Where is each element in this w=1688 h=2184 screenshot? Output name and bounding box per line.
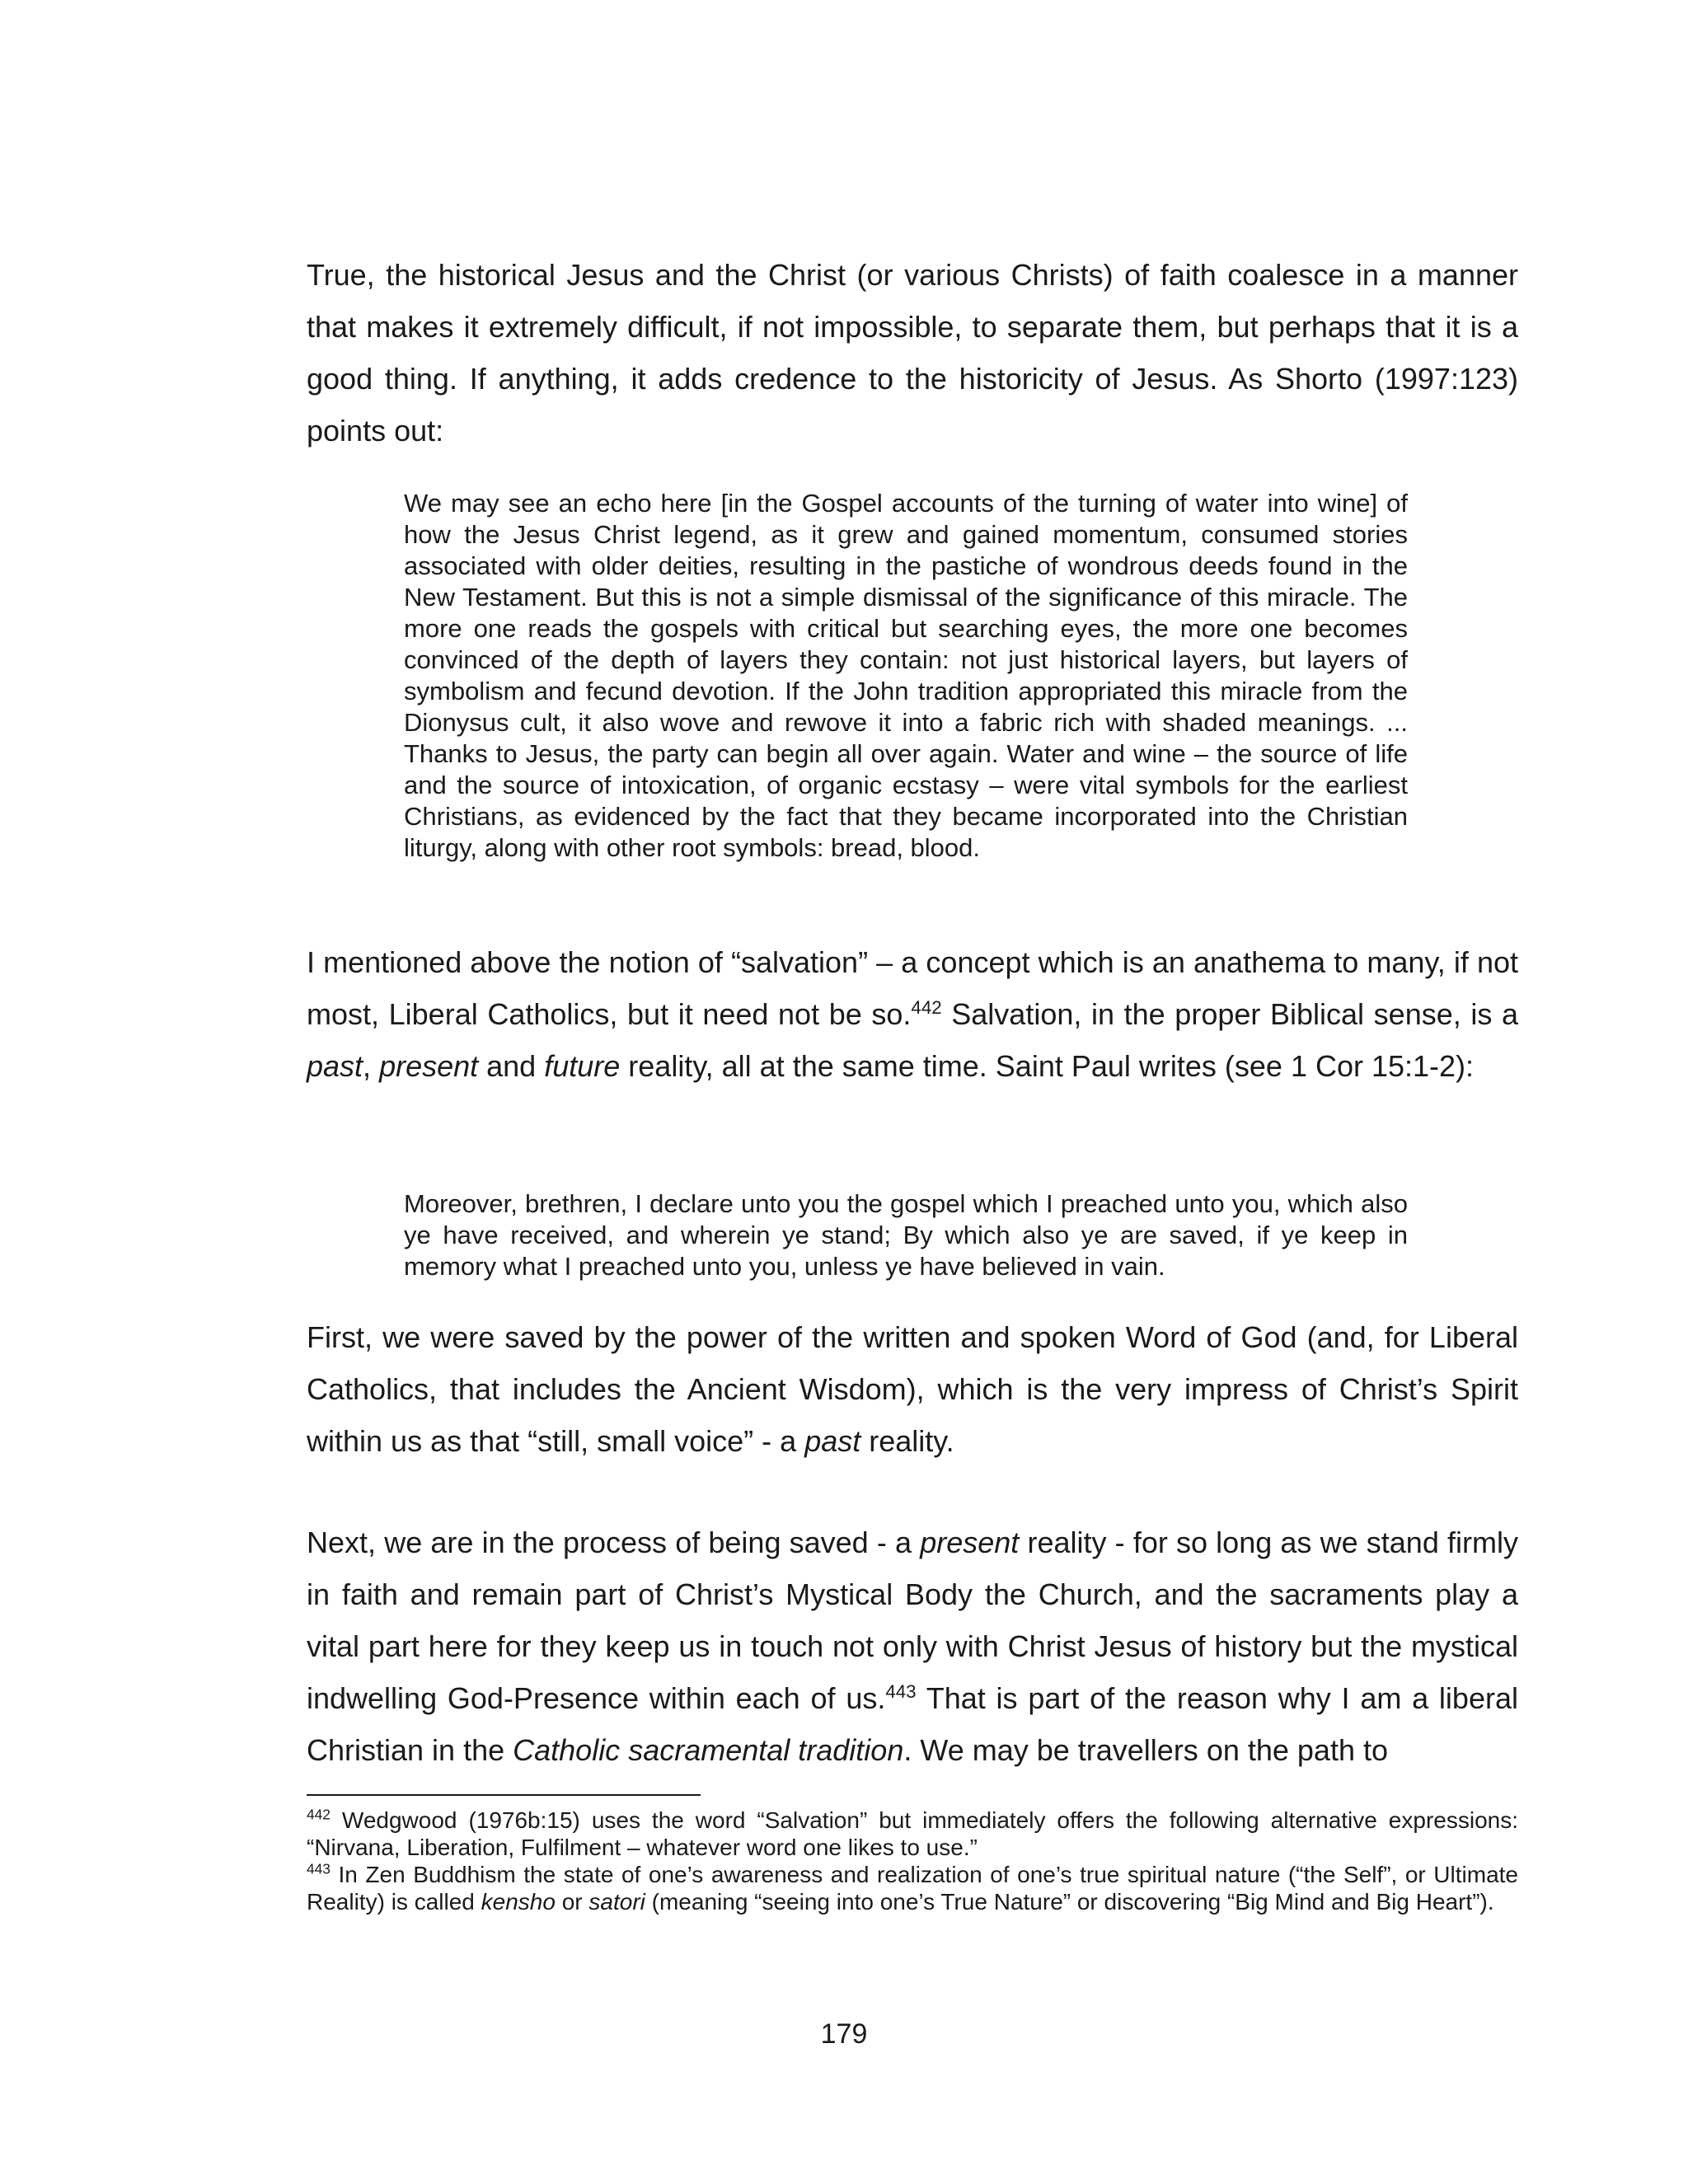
text-span: First, we were saved by the power of the written and spoken Word of God (and, for Liberal Catholics, that includes the Ancient Wisdom), which is the very impress of Christ’s Spirit within us as that “still, small voice” - a: [307, 1320, 1518, 1458]
block-quote-shorto: We may see an echo here [in the Gospel accounts of the turning of water into wine] of how the Jesus Christ legend, as it grew and gained momentum, consumed stories associated with older deities, resulting in the pastiche of wondrous deeds found in the New Testament. But this is not a simple dismissal of the significance of this miracle. The more one reads the gospels with critical but searching eyes, the more one becomes convinced of the depth of layers they contain: not just historical layers, but layers of symbolism and fecund devotion. If the John tradition appropriated this miracle from the Dionysus cult, it also wove and rewove it into a fabric rich with shaded meanings. ... Thanks to Jesus, the party can begin all over again. Water and wine – the source of life and the source of intoxication, of organic ecstasy – were vital symbols for the earliest Christians, as evidenced by the fact that they became incorporated into the Christian liturgy, along with other root symbols: bread, blood.: [404, 489, 1408, 862]
footnotes: [307, 1807, 1518, 1915]
text-span: . We may be travellers on the path to: [903, 1733, 1388, 1767]
text-span: Next, we are in the process of being saved - a: [307, 1526, 921, 1559]
text-span: reality, all at the same time. Saint Paul writes (see 1 Cor 15:1-2):: [620, 1049, 1475, 1083]
page-number: 179: [820, 2018, 868, 2050]
paragraph-historical-jesus: True, the historical Jesus and the Christ (or various Christs) of faith coalesce in a manner that makes it extremely difficult, if not impossible, to separate them, but perhaps that it is a good thing. If anything, it adds credence to the historicity of Jesus. As Shorto (1997:123) points out:: [307, 258, 1518, 448]
block-quote-corinthians: Moreover, brethren, I declare unto you the gospel which I preached unto you, which also ye have received, and wherein ye stand; By which also ye are saved, if ye keep in memory what I preached unto you, unless ye have believed in vain.: [404, 1189, 1408, 1281]
footnote-443: [307, 1861, 1518, 1915]
emphasis-kensho: kensho: [481, 1889, 556, 1915]
footnote-text: (meaning “seeing into one’s True Nature” or discovering “Big Mind and Big Heart”).: [645, 1889, 1494, 1915]
emphasis-present: present: [379, 1049, 479, 1083]
emphasis-satori: satori: [588, 1889, 645, 1915]
footnote-ref-443[interactable]: 443: [885, 1681, 917, 1702]
emphasis-past: past: [307, 1049, 363, 1083]
footnote-text: In Zen Buddhism the state of one’s awareness and realization of one’s true spiritual nature (“the Self”, or Ultimate Reality) is called: [307, 1862, 1518, 1915]
emphasis-catholic-tradition: Catholic sacramental tradition: [513, 1733, 904, 1767]
text-span: That is part of the reason why I am a liberal Christian in the: [307, 1681, 1518, 1767]
paragraph-present-reality: [307, 1516, 1518, 1776]
footnote-text: Wedgwood (1976b:15) uses the word “Salvation” but immediately offers the following alternative expressions: “Nirvana, Liberation, Fulfilment – whatever word one likes to use.”: [307, 1807, 1518, 1860]
text-span: and: [478, 1049, 545, 1083]
footnote-separator: [307, 1794, 701, 1796]
emphasis-present: present: [920, 1526, 1020, 1559]
emphasis-future: future: [544, 1049, 621, 1083]
footnote-number-443: 443: [307, 1860, 331, 1877]
footnote-ref-442[interactable]: 442: [911, 997, 942, 1018]
footnote-number-442: 442: [307, 1806, 331, 1823]
paragraph-salvation: [307, 936, 1518, 1092]
paragraph-past-reality: [307, 1311, 1518, 1467]
text-span: Salvation, in the proper Biblical sense, is a: [941, 997, 1519, 1031]
footnote-text: or: [555, 1889, 589, 1915]
footnote-442: [307, 1807, 1518, 1861]
emphasis-past: past: [804, 1424, 861, 1458]
text-span: ,: [363, 1049, 380, 1083]
text-span: I mentioned above the notion of “salvation” – a concept which is an anathema to many, if not most, Liberal Catholics, but it need not be so.: [307, 945, 1518, 1031]
text-span: reality.: [860, 1424, 954, 1458]
text-span: reality - for so long as we stand firmly in faith and remain part of Christ’s Mystical Body the Church, and the sacraments play a vital part here for they keep us in touch not only with Christ Jesus of history but the mystical indwelling God-Presence within each of us.: [307, 1526, 1518, 1715]
